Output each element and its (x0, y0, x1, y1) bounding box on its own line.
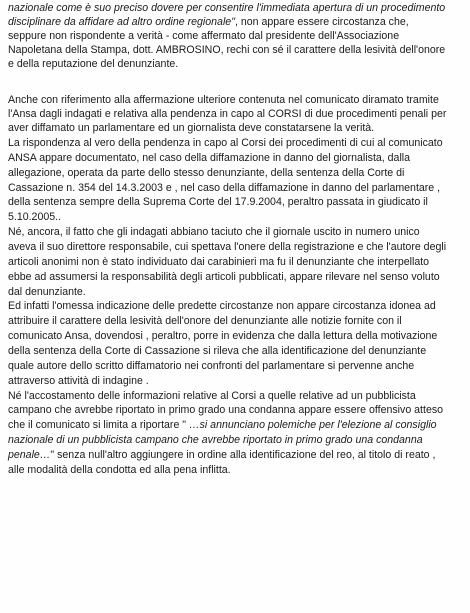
text-line (8, 344, 426, 358)
text-segment: aveva il suo direttore responsabile, cui spettava l'onere della registrazione e che l'autore degli (8, 241, 447, 253)
text-line (8, 107, 446, 121)
text-line (8, 448, 435, 462)
text-line (8, 374, 149, 388)
text-line (8, 29, 399, 43)
text-line (8, 359, 414, 373)
text-line (8, 1, 445, 15)
text-line (8, 15, 409, 29)
text-line (8, 299, 436, 313)
text-line (8, 225, 420, 239)
text-segment: e della reputazione del denunziante. (8, 58, 179, 70)
text-segment: attribuire il carattere della lesività dell'onore del denunziante alle notizie fornite con il (8, 315, 402, 327)
text-line (8, 210, 61, 224)
text-segment: attraverso attività di indagine . (8, 375, 149, 387)
text-segment: Né l'accostamento delle informazioni relative al Corsi a quelle relative ad un pubblicista (8, 390, 416, 402)
text-segment: comunicato Ansa, dovendosi , peraltro, porre in evidenza che dalla lettura della motivazione (8, 330, 438, 342)
text-line (8, 285, 86, 299)
text-line (8, 403, 443, 417)
text-segment: articoli anonimi non è stato individuato dai carabinieri ma fu il denunziante che interpellato (8, 256, 430, 268)
text-segment: ebbe ad assumersi la responsabilità degli articoli pubblicati, appare rilevare nel senso voluto (8, 271, 440, 283)
text-line (8, 314, 402, 328)
text-segment: nazionale di un pubblicista campano che avrebbe riportato in primo grado una condanna (8, 434, 423, 446)
text-segment: seppure non rispondente a verità - come affermato dal presidente dell'Associazione (8, 30, 400, 42)
text-segment: Ed infatti l'omessa indicazione delle predette circostanze non appare circostanza idonea ad (8, 300, 436, 312)
text-line (8, 151, 410, 165)
text-segment: l'Ansa dagli indagati e relativa alla pendenza in capo al CORSI di due procedimenti penali per (8, 108, 447, 120)
text-line (8, 121, 374, 135)
text-line (8, 418, 437, 432)
text-segment: che il comunicato si limita a riportare " (8, 419, 189, 431)
text-line (8, 389, 416, 403)
text-line (8, 181, 440, 195)
text-line (8, 255, 429, 269)
text-line (8, 433, 423, 447)
text-segment: penale… (8, 449, 51, 461)
text-line (8, 57, 178, 71)
text-segment: della sentenza della Corte di Cassazione si rileva che alla identificazione del denunziante (8, 345, 427, 357)
text-segment: nazionale come è suo preciso dovere per consentire l'immediata apertura di un procedimento (8, 2, 446, 14)
text-segment: " senza null'altro aggiungere in ordine alla identificazione del reo, al titolo di reato , (50, 449, 436, 461)
text-segment: dal denunziante. (8, 286, 86, 298)
text-segment: disciplinare da affidare ad altro ordine regionale" (8, 16, 235, 28)
text-line (8, 43, 445, 57)
text-segment: aver diffamato un parlamentare ed un giornalista deve constatarsene la verità. (8, 122, 375, 134)
text-segment: Cassazione n. 354 del 14.3.2003 e , nel caso della diffamazione in danno del parlamentare , (8, 182, 441, 194)
text-segment: , non appare essere circostanza che, (234, 16, 409, 28)
text-segment: della sentenza sempre della Suprema Corte del 17.9.2004, peraltro passata in giudicato il (8, 196, 428, 208)
text-segment: Anche con riferimento alla affermazione ulteriore contenuta nel comunicato diramato tramite (8, 94, 439, 106)
text-segment: quale autore dello scritto diffamatorio nei confronti del parlamentare si pervenne anche (8, 360, 415, 372)
text-segment: campano che avrebbe riportato in primo grado una condanna appare essere offensivo atteso (8, 404, 444, 416)
text-line (8, 166, 404, 180)
text-segment: La rispondenza al vero della pendenza in capo al Corsi dei procedimenti di cui al comunicato (8, 137, 443, 149)
text-line (8, 329, 437, 343)
text-segment: ANSA appare documentato, nel caso della diffamazione in danno del giornalista, dalla (8, 152, 411, 164)
text-segment: Napoletana della Stampa, dott. AMBROSINO, rechi con sé il carattere della lesività dell'onore (8, 44, 446, 56)
text-segment: allegazione, operata da parte dello stesso denunziante, della sentenza della Corte di (8, 167, 405, 179)
text-line (8, 240, 446, 254)
text-segment: 5.10.2005.. (8, 211, 62, 223)
text-line (8, 195, 428, 209)
text-segment: alle modalità della condotta ed alla pena inflitta. (8, 464, 231, 476)
text-line (8, 136, 443, 150)
text-segment: …si annunciano polemiche per l'elezione al consiglio (188, 419, 437, 431)
text-line (8, 270, 440, 284)
text-line (8, 463, 231, 477)
text-segment: Né, ancora, il fatto che gli indagati abbiano taciuto che il giornale uscito in numero unico (8, 226, 420, 238)
text-line (8, 93, 439, 107)
